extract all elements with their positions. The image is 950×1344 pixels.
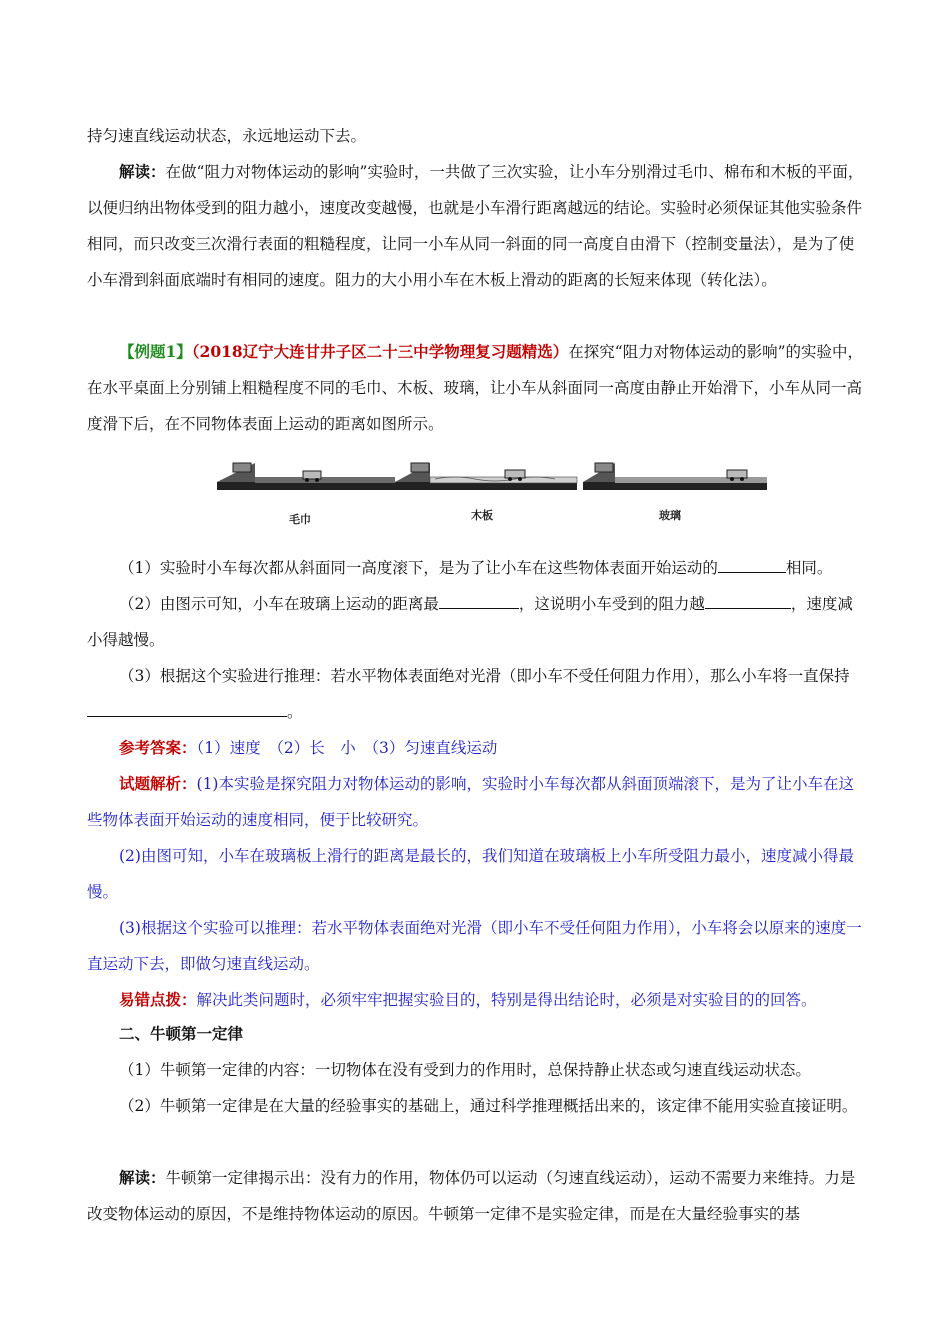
answer-blank-4[interactable] [87, 699, 287, 717]
label-wood: 木板 [471, 509, 493, 522]
answer-blank-3[interactable] [705, 591, 791, 609]
question-1: （1）实验时小车每次都从斜面同一高度滚下，是为了让小车在这些物体表面开始运动的 相同。 [87, 550, 865, 586]
section-paragraph-2: （2）牛顿第一定律是在大量的经验事实的基础上，通过科学推理概括出来的，该定律不能用实验直接证明。 [119, 1097, 858, 1115]
tip-text: 解决此类问题时，必须牢牢把握实验目的，特别是得出结论时，必须是对实验目的的回答。 [196, 991, 817, 1009]
analysis-label: 试题解析： [119, 774, 197, 793]
jiedu-text: 在做“阻力对物体运动的影响”实验时，一共做了三次实验，让小车分别滑过毛巾、棉布和木板的平面，以便归纳出物体受到的阻力越小，速度改变越慢，也就是小车滑行距离越远的结论。实验时必须保证其他实验条件相同，而只改变三次滑行表面的粗糙程度，让同一小车从同一斜面的同一高度自由滑下（控制变量法），是为了使小车滑到斜面底端时有相同的速度。阻力的大小用小车在木板上滑动的距离的长短来体现（转化法）。 [87, 163, 864, 289]
figure-panel-glass [583, 463, 767, 522]
example-tag: 【例题1】 [119, 342, 192, 361]
paragraph-jiedu-2 [87, 1160, 865, 1232]
example-text: 在探究“阻力对物体运动的影响”的实验中，在水平桌面上分别铺上粗糙程度不同的毛巾、木板、玻璃，让小车从斜面同一高度由静止开始滑下，小车从同一高度滑下后，在不同物体表面上运动的距离如图所示。 [87, 343, 864, 433]
label-glass: 玻璃 [659, 509, 681, 522]
answer-label: 参考答案： [119, 738, 197, 757]
section-paragraph-1: （1）牛顿第一定律的内容：一切物体在没有受到力的作用时，总保持静止状态或匀速直线运动状态。 [119, 1061, 811, 1079]
experiment-figure [215, 455, 770, 530]
paragraph-jiedu-1 [87, 154, 865, 298]
answer-text: （1）速度 （2）长 小 （3）匀速直线运动 [196, 739, 498, 757]
reference-answer [87, 730, 865, 766]
question-3: （3）根据这个实验进行推理：若水平物体表面绝对光滑（即小车不受任何阻力作用），那么小车将一直保持。 [87, 658, 865, 730]
jiedu-label: 解读： [119, 162, 166, 181]
jiedu2-label: 解读： [119, 1168, 166, 1187]
tip-label: 易错点拨： [119, 990, 197, 1009]
figure-panel-wood [395, 463, 577, 522]
analysis-1: 试题解析：(1)本实验是探究阻力对物体运动的影响，实验时小车每次都从斜面顶端滚下，是为了让小车在这些物体表面开始运动的速度相同，便于比较研究。 [87, 774, 854, 829]
analysis-2: (2)由图可知，小车在玻璃板上滑行的距离是最长的，我们知道在玻璃板上小车所受阻力最小，速度减小得最慢。 [87, 847, 854, 901]
example-paragraph [87, 334, 865, 442]
label-towel: 毛巾 [289, 513, 311, 526]
paragraph-continuation: 持匀速直线运动状态，永远地运动下去。 [87, 127, 367, 145]
answer-blank-2[interactable] [439, 591, 519, 609]
answer-blank-1[interactable] [718, 555, 786, 573]
jiedu2-text: 牛顿第一定律揭示出：没有力的作用，物体仍可以运动（匀速直线运动），运动不需要力来维持。力是改变物体运动的原因，不是维持物体运动的原因。牛顿第一定律不是实验定律，而是在大量经验事实的基 [87, 1169, 856, 1223]
section-heading: 二、牛顿第一定律 [119, 1024, 244, 1043]
example-source: （2018辽宁大连甘井子区二十三中学物理复习题精选） [191, 342, 569, 361]
analysis-3: (3)根据这个实验可以推理：若水平物体表面绝对光滑（即小车不受任何阻力作用），小车将会以原来的速度一直运动下去，即做匀速直线运动。 [87, 919, 862, 973]
error-tip [87, 982, 865, 1018]
question-2: （2）由图示可知，小车在玻璃上运动的距离最 ，这说明小车受到的阻力越 ，速度减小得越慢。 [87, 586, 865, 658]
figure-panel-towel [217, 463, 395, 526]
